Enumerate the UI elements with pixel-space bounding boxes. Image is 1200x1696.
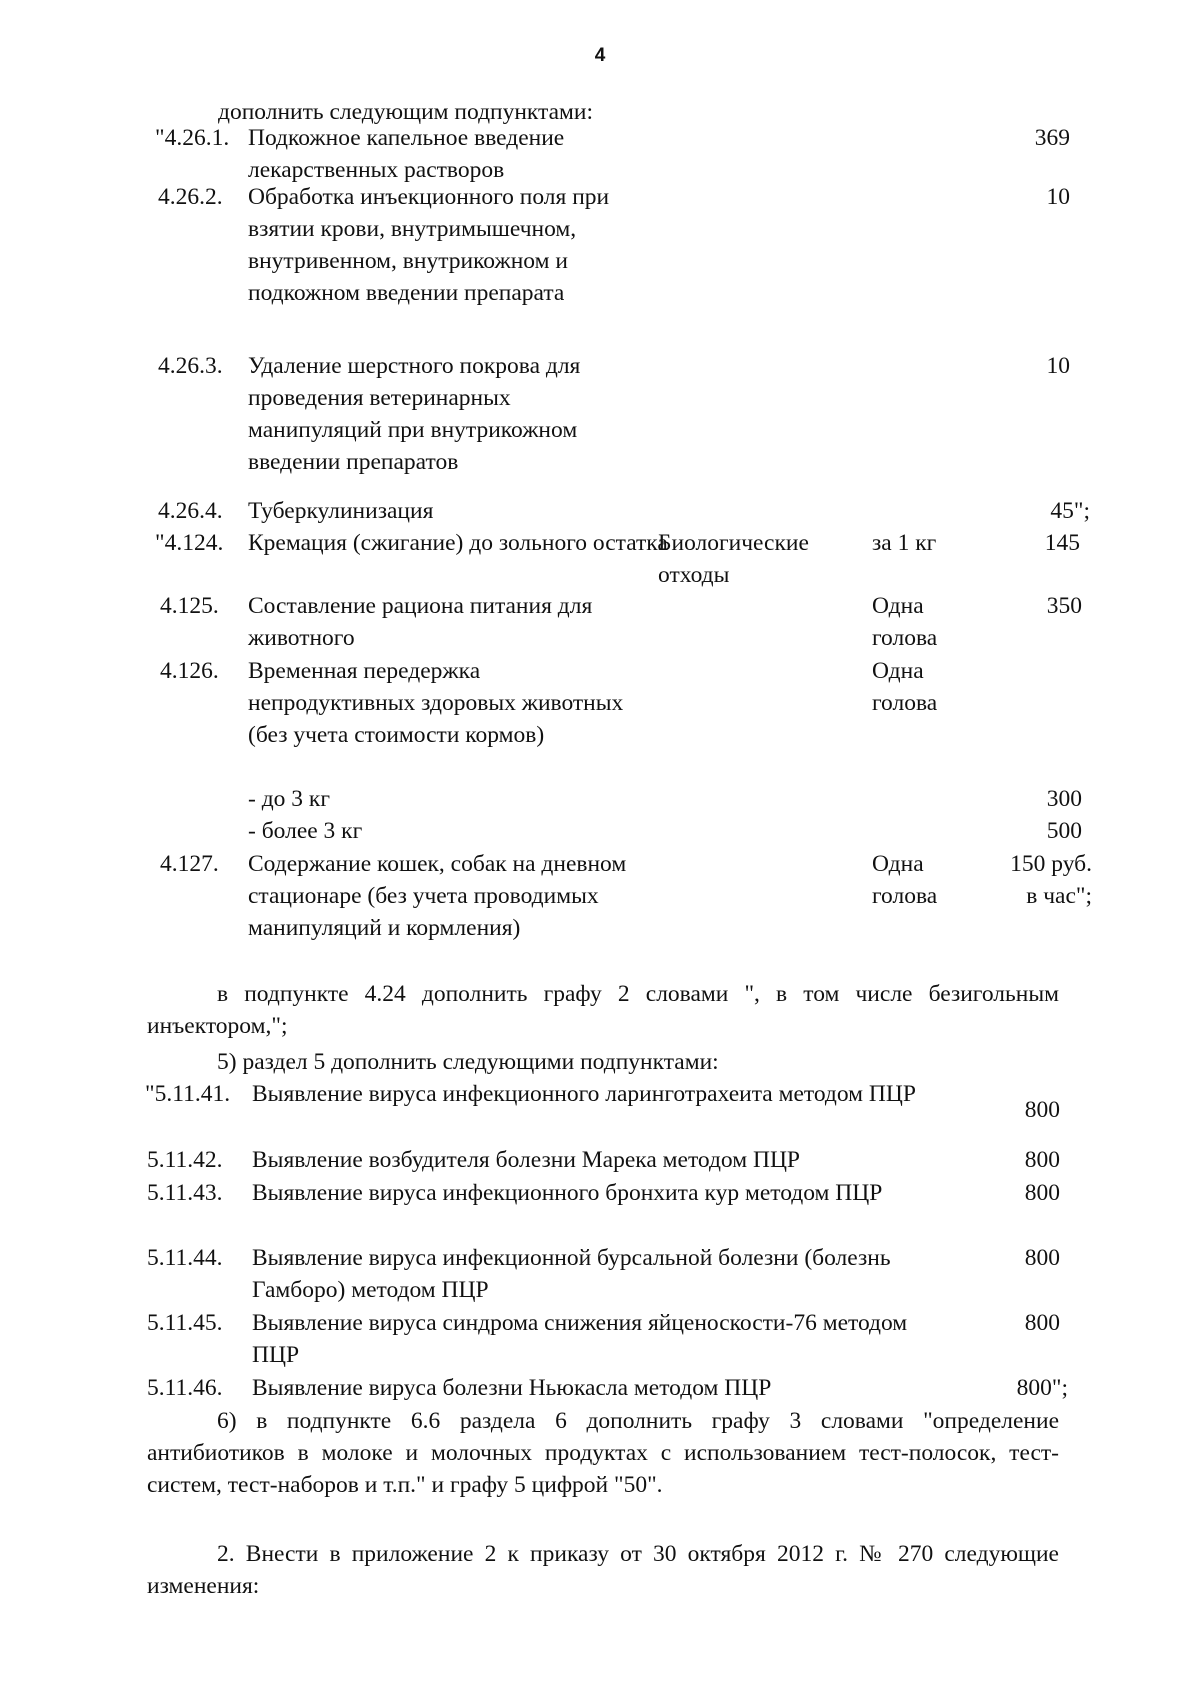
row-price: 350 [1046, 593, 1082, 619]
row-price: 45"; [1050, 498, 1090, 524]
row-price: 800 [1024, 1147, 1060, 1173]
row-number: 5.11.42. [147, 1147, 223, 1173]
row-number: 5.11.45. [147, 1310, 223, 1336]
row-number: "4.124. [155, 530, 224, 556]
row-price: 10 [1046, 353, 1070, 379]
row-price: 800 [1024, 1097, 1060, 1123]
row-category: Биологические отходы [658, 530, 809, 588]
row-number: 4.26.2. [158, 184, 223, 210]
row-name: Выявление вируса синдрома снижения яйценоскости-76 методом ПЦР [252, 1310, 908, 1368]
row-price: 500 [1046, 818, 1082, 844]
row-number: 5.11.43. [147, 1180, 223, 1206]
row-number: 4.26.3. [158, 353, 223, 379]
row-name: Выявление возбудителя болезни Марека методом ПЦР [252, 1147, 800, 1173]
row-name: Туберкулинизация [248, 498, 434, 524]
paragraph-4-24: в подпункте 4.24 дополнить графу 2 словами ", в том числе безигольным инъектором,"; [147, 981, 1059, 1039]
row-name: Выявление вируса болезни Ньюкасла методом ПЦР [252, 1375, 772, 1401]
row-name: Обработка инъекционного поля при взятии крови, внутримышечном, внутривенном, внутрикожном и подкожном введении препарата [248, 184, 610, 306]
row-name: Выявление вируса инфекционного бронхита кур методом ПЦР [252, 1180, 883, 1206]
row-price: 150 руб. в час"; [1010, 851, 1092, 909]
row-price: 800"; [1016, 1375, 1068, 1401]
row-number: "4.26.1. [155, 125, 230, 151]
row-number: "5.11.41. [145, 1081, 231, 1107]
row-number: 4.127. [160, 851, 219, 877]
row-name: Удаление шерстного покрова для проведения ветеринарных манипуляций при внутрикожном введении препаратов [248, 353, 581, 475]
row-price: 369 [1034, 125, 1070, 151]
row-number: 4.126. [160, 658, 219, 684]
row-name: Содержание кошек, собак на дневном стационаре (без учета проводимых манипуляций и кормления) [248, 851, 627, 941]
row-name: - более 3 кг [248, 818, 363, 844]
row-unit: Одна голова [872, 851, 938, 909]
row-name: Составление рациона питания для животного [248, 593, 593, 651]
row-name: - до 3 кг [248, 786, 330, 812]
row-name: Выявление вируса инфекционного ларинготрахеита методом ПЦР [252, 1081, 916, 1107]
row-unit: за 1 кг [872, 530, 937, 556]
row-price: 800 [1024, 1245, 1060, 1271]
page-number: 4 [594, 45, 606, 66]
row-price: 145 [1044, 530, 1080, 556]
row-name: Выявление вируса инфекционной бурсальной болезни (болезнь Гамборо) методом ПЦР [252, 1245, 891, 1303]
row-number: 4.26.4. [158, 498, 223, 524]
paragraph-6: 6) в подпункте 6.6 раздела 6 дополнить графу 3 словами "определение антибиотиков в молоке и молочных продуктах с использованием тест-полосок, тест-систем, тест-наборов и т.п." и графу 5 цифрой "50". [147, 1408, 1059, 1498]
row-price: 10 [1046, 184, 1070, 210]
row-name: Кремация (сжигание) до зольного остатка [248, 530, 668, 556]
row-price: 800 [1024, 1310, 1060, 1336]
row-unit: Одна голова [872, 658, 938, 716]
paragraph-section-5: 5) раздел 5 дополнить следующими подпунктами: [217, 1049, 719, 1075]
paragraph-2: 2. Внести в приложение 2 к приказу от 30 октября 2012 г. № 270 следующие изменения: [147, 1541, 1059, 1599]
row-unit: Одна голова [872, 593, 938, 651]
intro-text: дополнить следующим подпунктами: [218, 99, 594, 125]
row-name: Временная передержка непродуктивных здоровых животных (без учета стоимости кормов) [248, 658, 624, 748]
row-price: 800 [1024, 1180, 1060, 1206]
row-price: 300 [1046, 786, 1082, 812]
row-number: 4.125. [160, 593, 219, 619]
row-number: 5.11.44. [147, 1245, 223, 1271]
row-name: Подкожное капельное введение лекарственных растворов [248, 125, 565, 183]
row-number: 5.11.46. [147, 1375, 223, 1401]
